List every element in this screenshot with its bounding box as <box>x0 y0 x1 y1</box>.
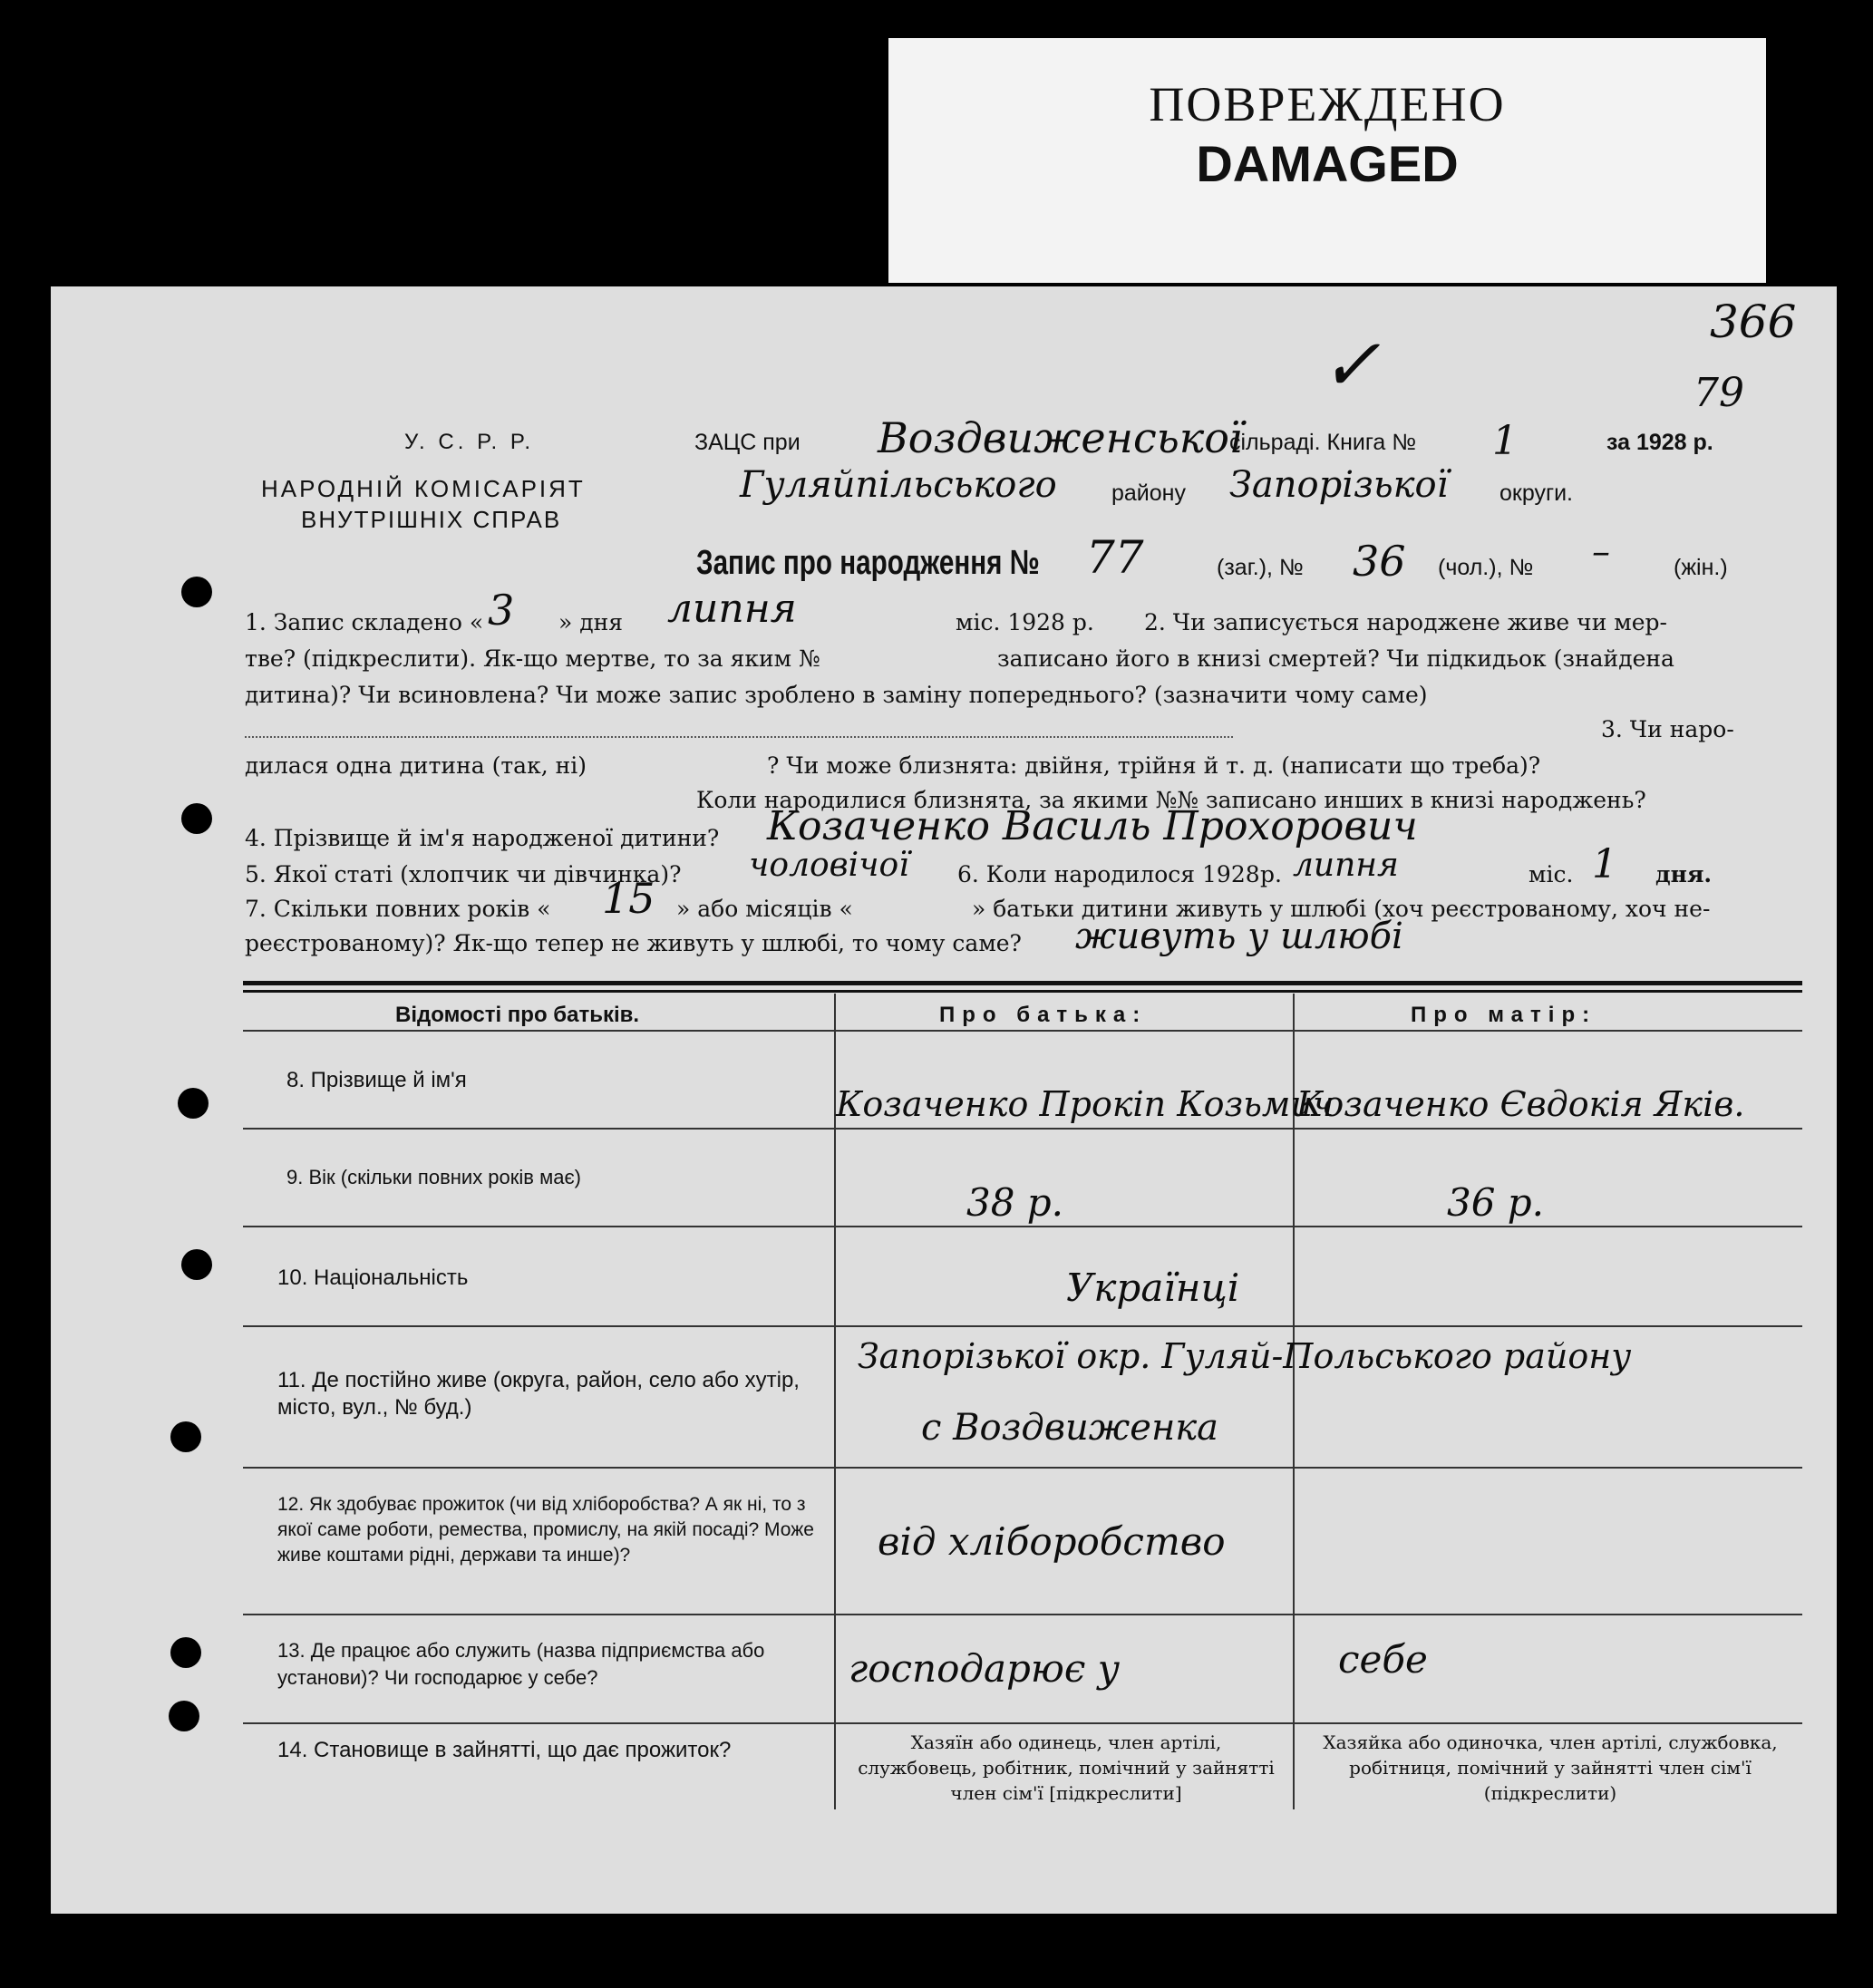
position-mother: Хазяйка або одиночка, член артілі, службовка, робітниця, помічний у зайнятті член сім'ї (підкреслити) <box>1323 1731 1778 1804</box>
row-rule <box>243 1226 1802 1227</box>
okrug-value: Запорізької <box>1229 464 1449 506</box>
row-rule <box>243 1614 1802 1615</box>
row-label-name: 8. Прізвище й ім'я <box>286 1068 467 1092</box>
livelihood: від хліборобство <box>878 1519 1226 1564</box>
district-value: Гуляйпільського <box>740 464 1057 506</box>
book-number: 1 <box>1492 418 1518 464</box>
q2-start: 2. Чи записується народжене живе чи мер- <box>1144 609 1667 635</box>
q4-value: Козаченко Василь Прохорович <box>767 803 1418 849</box>
stamp-line1: ПОВРЕЖДЕНО <box>1149 77 1506 131</box>
district-label: району <box>1111 480 1186 506</box>
punch-hole <box>169 1701 199 1731</box>
q1-mid: » дня <box>558 609 624 635</box>
row-label-livelihood: 12. Як здобуває прожиток (чи від хліборобства? А як ні, то з якої саме роботи, ремества, промислу, на якій посаді? Може живе коштами рідні, держави та инше)? <box>277 1494 814 1566</box>
sheet-number: 366 <box>1710 296 1797 348</box>
ministry-line1: НАРОДНІЙ КОМІСАРІЯТ <box>261 475 586 502</box>
table-top-rule <box>243 981 1802 985</box>
female-number: – <box>1592 531 1610 573</box>
mother-name: Козаченко Євдокія Яків. <box>1296 1084 1745 1124</box>
q2-line3: дитина)? Чи всиновлена? Чи може запис зроблено в заміну попереднього? (зазначити чому саме) <box>245 682 1428 708</box>
q2-line2b: записано його в книзі смертей? Чи підкидьок (знайдена <box>997 645 1674 672</box>
q6-mid: р. <box>1260 861 1282 887</box>
q4: 4. Прізвище й ім'я народженої дитини? <box>245 825 720 851</box>
check-mark: ✓ <box>1320 323 1382 407</box>
zags-prefix: ЗАЦС при <box>694 430 801 455</box>
position-father: Хазяїн або одинець, член артілі, службовець, робітник, помічний у зайнятті член сім'ї [підкреслити] <box>858 1731 1275 1804</box>
q7-line2: реєстрованому)? Як-що тепер не живуть у шлюбі, то чому саме? <box>245 930 1022 956</box>
punch-hole <box>170 1637 201 1668</box>
zags-value: Воздвиженської <box>878 413 1243 462</box>
table-header-rule <box>243 1030 1802 1032</box>
gen-label: (заг.), № <box>1217 555 1304 580</box>
q1-day: 3 <box>488 586 515 635</box>
q1-end: міс. 1928 р. <box>956 609 1094 635</box>
table-top-rule <box>243 990 1802 993</box>
q7-value: 15 <box>602 874 655 923</box>
workplace-father: господарює у <box>849 1646 1121 1691</box>
q6-end: міс. <box>1528 861 1574 887</box>
q3: 3. Чи наро- <box>1601 716 1734 742</box>
q7-value2: живуть у шлюбі <box>1075 916 1403 957</box>
workplace-mother: себе <box>1338 1637 1428 1682</box>
q3-line2b: ? Чи може близнята: двійня, трійня й т. д. (написати що треба)? <box>767 752 1541 779</box>
q3-line3: Коли народилися близнята, за якими №№ записано инших в книзі народжень? <box>696 787 1646 813</box>
row-rule <box>243 1467 1802 1469</box>
birth-record-form <box>51 286 1837 1914</box>
row-rule <box>243 1325 1802 1327</box>
q7: 7. Скільки повних років « <box>245 896 551 922</box>
q7-mid: » або місяців « <box>676 896 853 922</box>
dotted-line <box>245 736 1233 738</box>
q3-line2: дилася одна дитина (так, ні) <box>245 752 587 779</box>
q6-tail: дня. <box>1655 861 1713 887</box>
row-label-workplace: 13. Де працює або служить (назва підприємства або установи)? Чи господарює у себе? <box>277 1639 765 1689</box>
table-header-father: Про батька: <box>939 1003 1148 1027</box>
ministry-line2: ВНУТРІШНІХ СПРАВ <box>301 506 562 533</box>
father-name: Козаченко Прокіп Козьмич <box>836 1084 1334 1124</box>
q1-month: липня <box>667 586 797 632</box>
nationality: Українці <box>1066 1266 1240 1310</box>
year-label: за 1928 р. <box>1606 430 1713 455</box>
residence: Запорізької окр. Гуляй-Польського району <box>858 1336 1632 1376</box>
row-label-position: 14. Становище в зайнятті, що дає прожиток? <box>277 1738 732 1762</box>
row-label-age: 9. Вік (скільки повних років має) <box>286 1166 582 1188</box>
mother-age: 36 р. <box>1447 1180 1545 1225</box>
father-age: 38 р. <box>966 1180 1064 1225</box>
q2-line2: тве? (підкреслити). Як-що мертве, то за яким № <box>245 645 820 672</box>
q7-end: » батьки дитини живуть у шлюбі (хоч реєстрованому, хоч не- <box>972 896 1711 922</box>
punch-hole <box>178 1088 209 1119</box>
council-suffix: сільраді. Книга № <box>1229 430 1417 455</box>
female-label: (жін.) <box>1674 555 1728 580</box>
male-label: (чол.), № <box>1438 555 1534 580</box>
record-number: 77 <box>1086 531 1144 584</box>
q5-value: чоловічої <box>749 847 909 884</box>
country: У. С. Р. Р. <box>404 430 535 454</box>
row-rule <box>243 1128 1802 1130</box>
punch-hole <box>181 803 212 834</box>
table-header-mother: Про матір: <box>1411 1003 1597 1027</box>
q6-day: 1 <box>1592 841 1617 887</box>
punch-hole <box>170 1421 201 1452</box>
q5: 5. Якої статі (хлопчик чи дівчинка)? <box>245 861 682 887</box>
residence-village: с Воздвиженка <box>921 1407 1219 1449</box>
q6-month: липня <box>1293 847 1399 884</box>
record-mark: 79 <box>1693 370 1744 416</box>
stamp-line2: DAMAGED <box>1196 135 1459 192</box>
q6: 6. Коли народилося 1928 <box>957 861 1260 887</box>
row-label-residence: 11. Де постійно живе (округа, район, село або хутір, місто, вул., № буд.) <box>277 1368 800 1420</box>
damaged-stamp <box>888 38 1766 283</box>
male-number: 36 <box>1353 537 1406 586</box>
okrug-label: округи. <box>1499 480 1573 506</box>
punch-hole <box>181 1249 212 1280</box>
q1-start: 1. Запис складено « <box>245 609 484 635</box>
punch-hole <box>181 577 212 607</box>
table-header-info: Відомості про батьків. <box>395 1003 640 1027</box>
row-label-nationality: 10. Національність <box>277 1266 469 1290</box>
row-rule <box>243 1722 1802 1724</box>
record-title: Запис про народження № <box>696 544 1040 582</box>
